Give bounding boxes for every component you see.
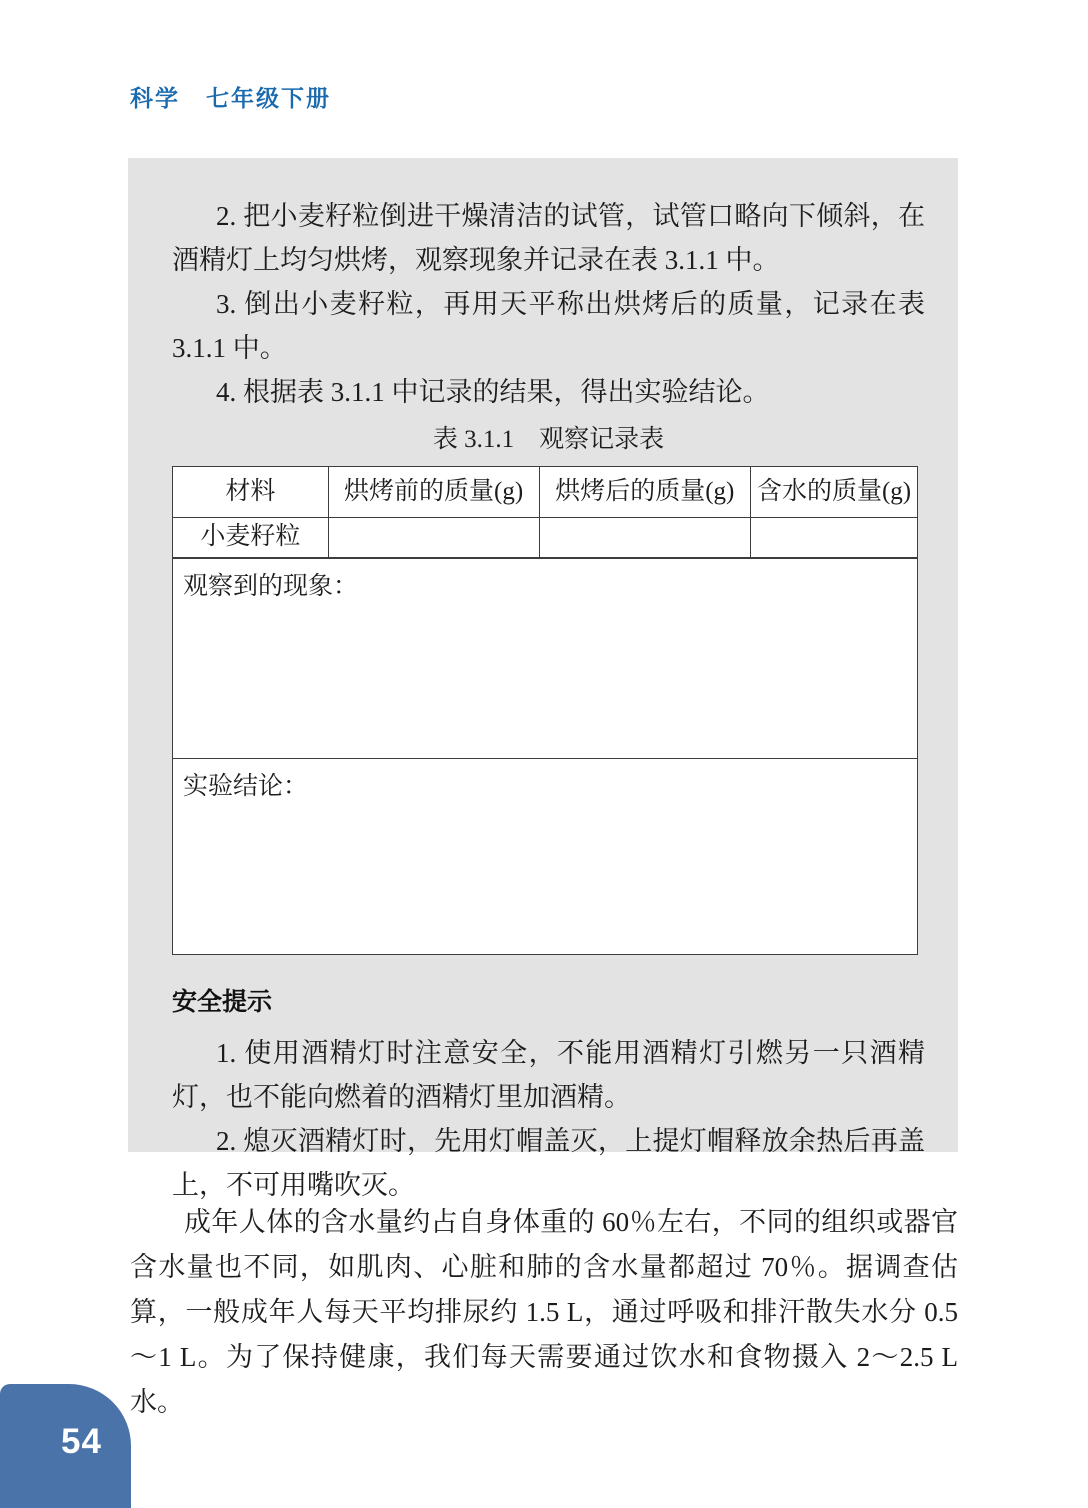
table-caption: 表 3.1.1 观察记录表 [432, 426, 665, 453]
safety-item-1: 1. 使用酒精灯时注意安全，不能用酒精灯引燃另一只酒精灯，也不能向燃着的酒精灯里加酒精。 [172, 1038, 925, 1112]
page-number: 54 [61, 1422, 102, 1461]
conclusion-label: 实验结论： [173, 759, 918, 955]
conclusion-row [173, 759, 918, 955]
table-row-wheat [173, 518, 918, 558]
col-header-material: 材料 [173, 467, 329, 518]
experiment-step-3: 3. 倒出小麦籽粒，再用天平称出烘烤后的质量，记录在表 3.1.1 中。 [172, 289, 925, 363]
header-subject: 科学 [130, 85, 180, 111]
header-volume: 七年级下册 [206, 85, 331, 111]
safety-title: 安全提示 [172, 988, 273, 1016]
experiment-step-4: 4. 根据表 3.1.1 中记录的结果，得出实验结论。 [216, 377, 770, 407]
page-number-badge [0, 1384, 131, 1508]
observation-label: 观察到的现象： [173, 558, 918, 759]
cell-mass-before-blank [328, 518, 539, 558]
col-header-mass-after: 烘烤后的质量(g) [539, 467, 751, 518]
activity-panel [128, 158, 958, 1200]
running-head [130, 80, 331, 113]
table-header-row [173, 467, 918, 518]
observation-row [173, 558, 918, 759]
safety-item-2: 2. 熄灭酒精灯时，先用灯帽盖灭，上提灯帽释放余热后再盖上，不可用嘴吹灭。 [172, 1126, 925, 1200]
experiment-step-2: 2. 把小麦籽粒倒进干燥清洁的试管，试管口略向下倾斜，在酒精灯上均匀烘烤，观察现象并记录在表 3.1.1 中。 [172, 201, 925, 275]
col-header-water-mass: 含水的质量(g) [751, 467, 918, 518]
cell-material: 小麦籽粒 [173, 518, 329, 558]
cell-water-mass-blank [751, 518, 918, 558]
col-header-mass-before: 烘烤前的质量(g) [328, 467, 539, 518]
body-paragraph: 成年人体的含水量约占自身体重的 60％左右，不同的组织或器官含水量也不同，如肌肉、心脏和肺的含水量都超过 70％。据调查估算，一般成年人每天平均排尿约 1.5 L，通过呼吸和排汗散失水分 0.5～1 L。为了保持健康，我们每天需要通过饮水和食物摄入 2～2.5 L 水。 [130, 1207, 958, 1417]
cell-mass-after-blank [539, 518, 751, 558]
record-table [172, 466, 918, 955]
